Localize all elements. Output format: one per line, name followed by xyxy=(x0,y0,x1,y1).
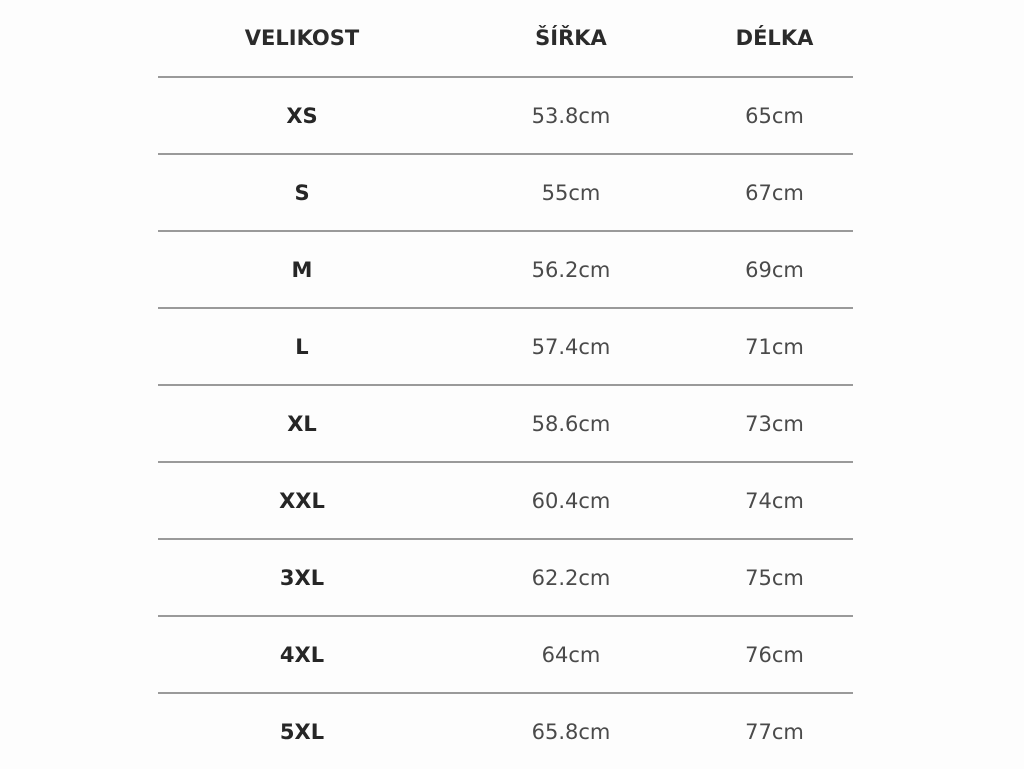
header-sirka: ŠÍŘKA xyxy=(446,0,696,77)
table-row xyxy=(158,616,853,693)
size-cell: 5XL xyxy=(279,719,325,744)
width-cell: 53.8cm xyxy=(446,77,696,154)
width-cell: 56.2cm xyxy=(446,231,696,308)
length-cell: 67cm xyxy=(696,154,853,231)
size-cell: 3XL xyxy=(158,539,446,616)
header-velikost: VELIKOST xyxy=(158,0,446,77)
length-cell: 74cm xyxy=(696,462,853,539)
table-row xyxy=(158,308,853,385)
table-row xyxy=(158,231,853,308)
length-cell: 71cm xyxy=(696,308,853,385)
table-row xyxy=(158,154,853,231)
length-cell: 75cm xyxy=(696,539,853,616)
length-cell: 65cm xyxy=(696,77,853,154)
table-row xyxy=(158,77,853,154)
size-cell: L xyxy=(158,308,446,385)
length-cell: 77cm xyxy=(745,719,804,744)
size-cell: XXL xyxy=(158,462,446,539)
width-cell: 60.4cm xyxy=(446,462,696,539)
size-cell: 4XL xyxy=(158,616,446,693)
length-cell: 69cm xyxy=(696,231,853,308)
header-delka: DÉLKA xyxy=(696,0,853,77)
table-row xyxy=(158,539,853,616)
width-cell: 57.4cm xyxy=(446,308,696,385)
table-row xyxy=(158,462,853,539)
size-cell: XS xyxy=(158,77,446,154)
table-header-row xyxy=(158,0,853,77)
length-cell: 76cm xyxy=(696,616,853,693)
width-cell: 62.2cm xyxy=(446,539,696,616)
size-cell: XL xyxy=(158,385,446,462)
size-cell: S xyxy=(158,154,446,231)
length-cell: 73cm xyxy=(696,385,853,462)
table-row xyxy=(158,385,853,462)
size-chart-table xyxy=(158,0,853,769)
table-row xyxy=(158,693,853,769)
width-cell: 55cm xyxy=(446,154,696,231)
width-cell: 58.6cm xyxy=(446,385,696,462)
width-cell: 64cm xyxy=(446,616,696,693)
size-cell: M xyxy=(158,231,446,308)
width-cell: 65.8cm xyxy=(531,719,611,744)
